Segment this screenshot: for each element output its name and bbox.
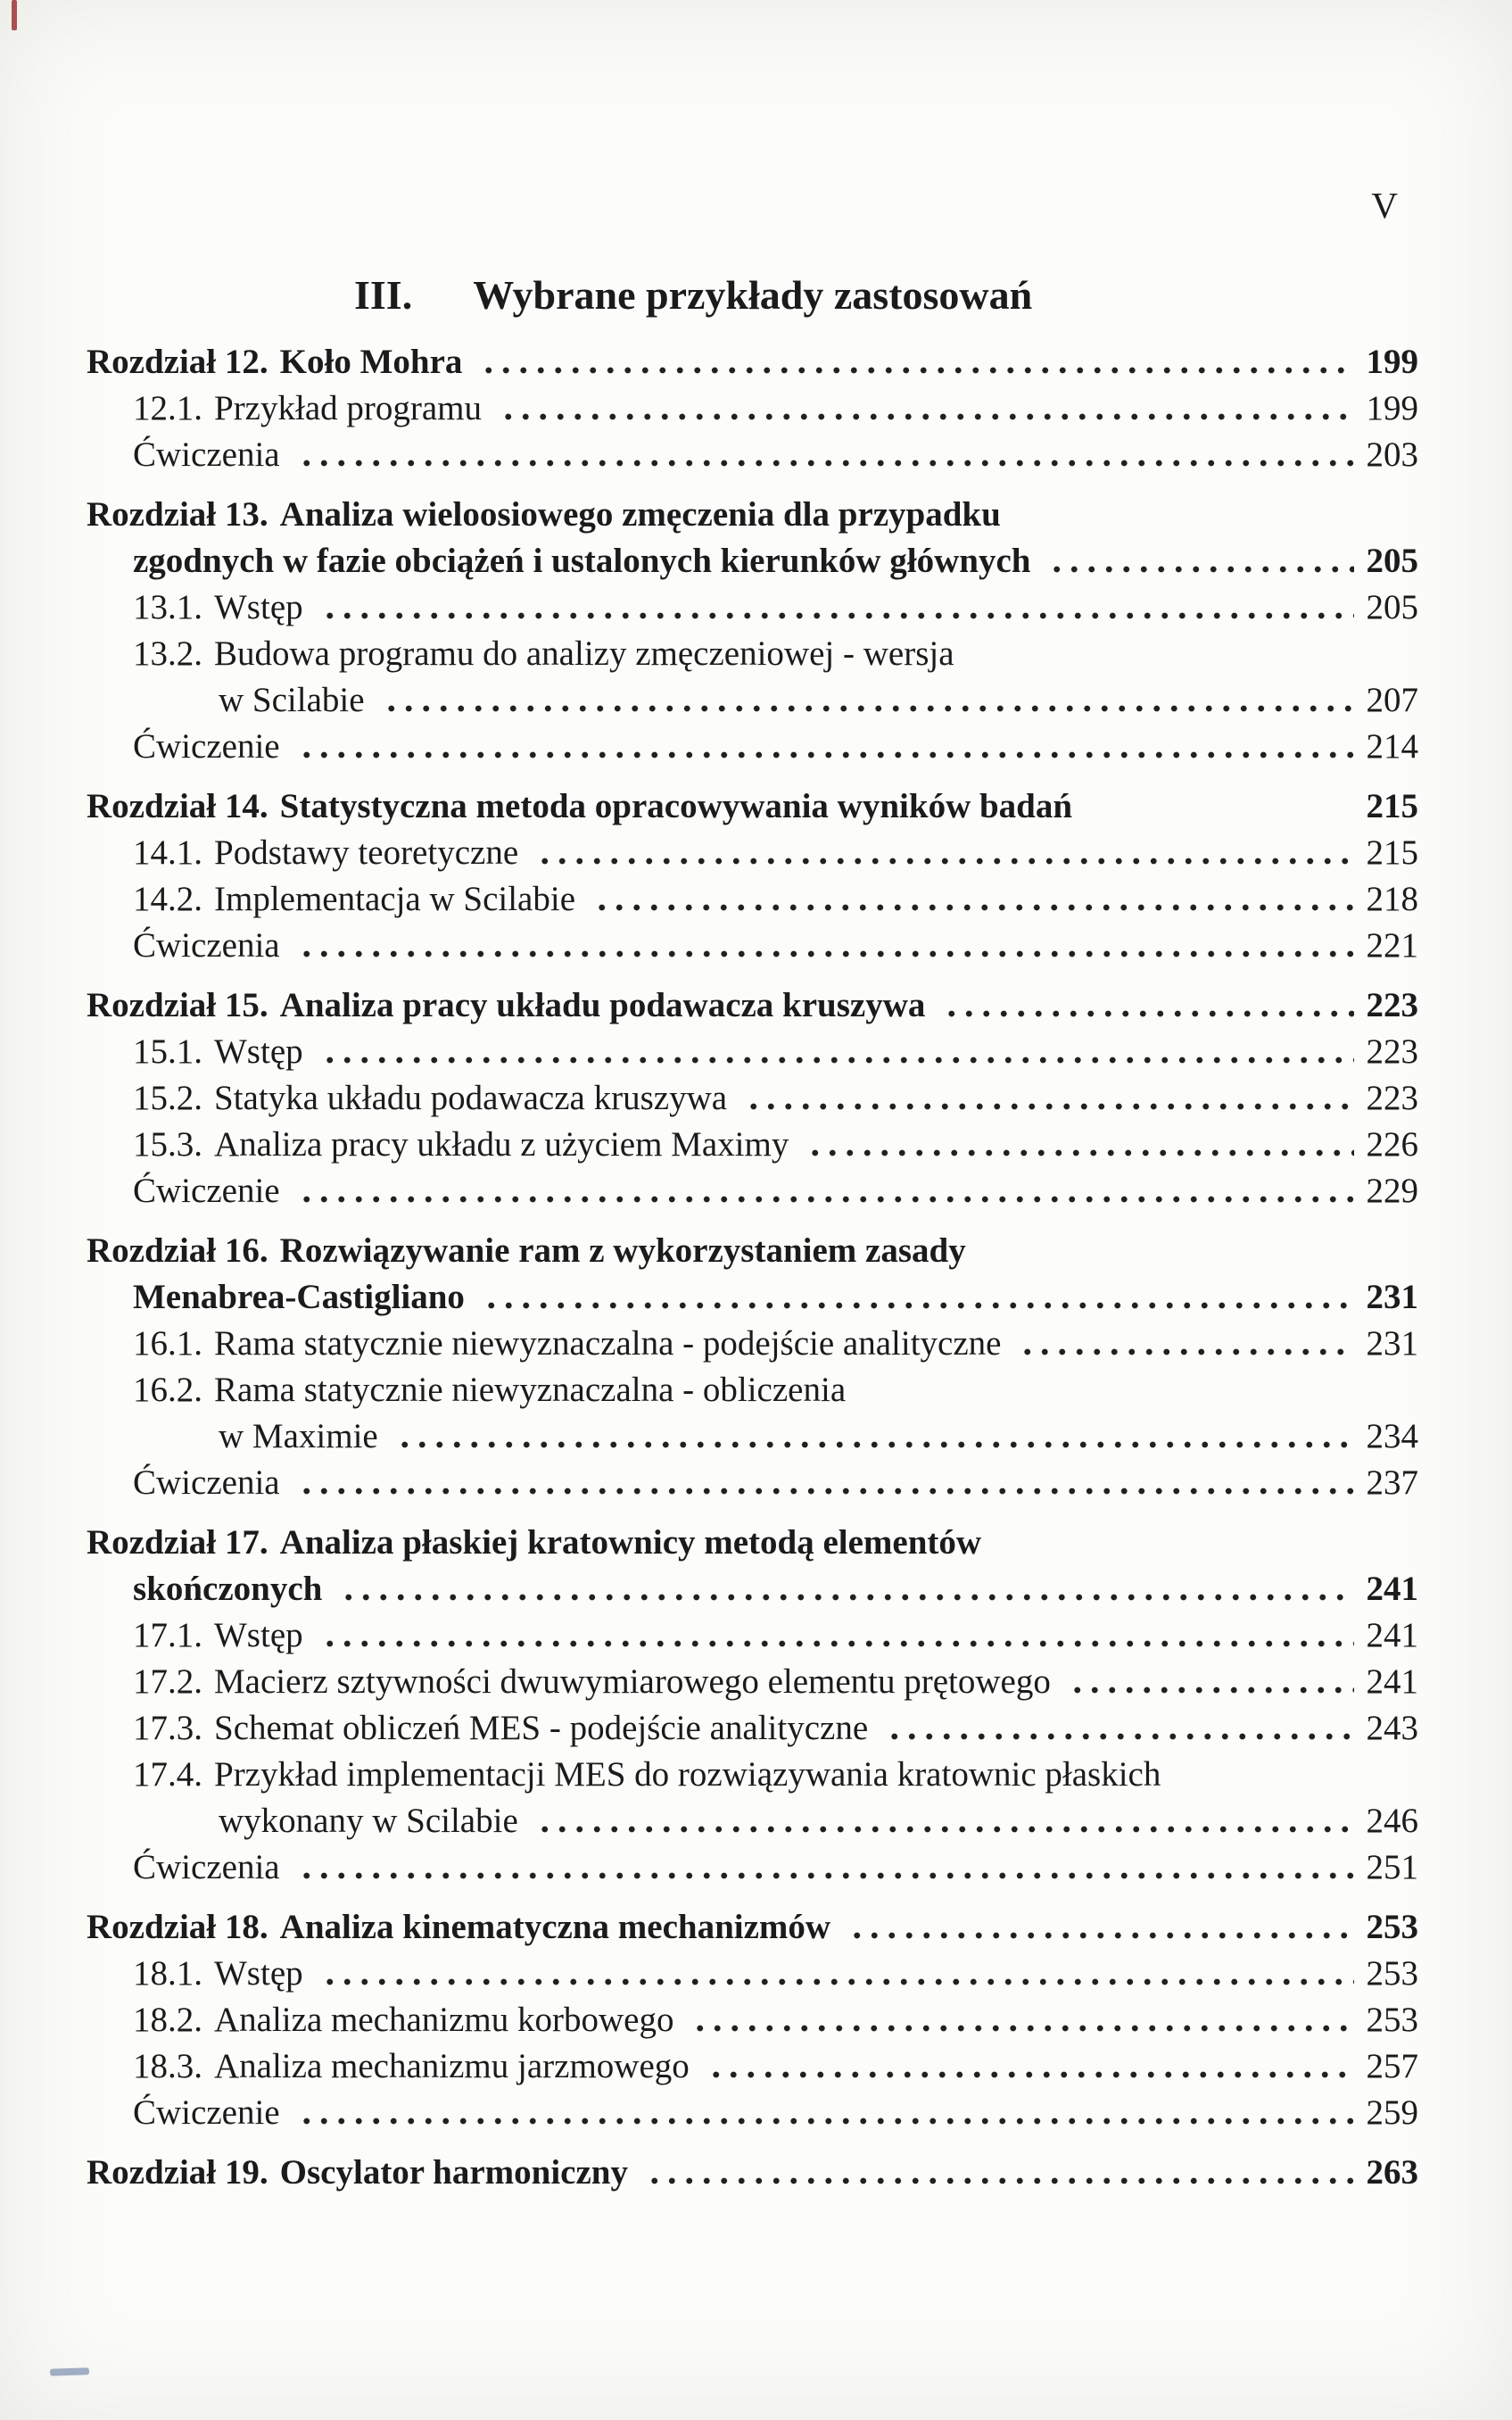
toc-row [87, 1413, 1418, 1460]
dot-leader [939, 982, 1354, 1029]
entry-number: 13.1. [133, 588, 202, 626]
page-number: 199 [1366, 389, 1418, 427]
page-number: 253 [1366, 1908, 1418, 1946]
toc-row [87, 1612, 1418, 1659]
page-number: 253 [1366, 2001, 1418, 2039]
dot-leader [590, 876, 1354, 923]
entry-number: 18.1. [133, 1954, 202, 1993]
entry-number: Rozdział 15. [87, 986, 269, 1024]
entry-number: 17.4. [133, 1755, 202, 1794]
page-number: 251 [1366, 1848, 1418, 1886]
entry-number: 17.3. [133, 1709, 202, 1747]
entry-number: Rozdział 13. [87, 495, 269, 534]
entry-title: Budowa programu do analizy zmęczeniowej - wersja [214, 634, 954, 673]
page-number: 223 [1366, 1079, 1418, 1117]
entry-title: Statyka układu podawacza kruszywa [214, 1079, 728, 1117]
dot-leader [336, 1566, 1354, 1612]
toc-row [87, 1951, 1418, 1997]
page-number: 199 [1366, 343, 1418, 381]
page-number: 253 [1366, 1954, 1418, 1993]
toc-row [87, 1997, 1418, 2043]
entry-title: Ćwiczenia [133, 1463, 280, 1502]
entry-title: Macierz sztywności dwuwymiarowego elementu prętowego [214, 1662, 1051, 1701]
toc-row [87, 1228, 1418, 1274]
entry-number: 13.2. [133, 634, 202, 673]
toc-row [87, 923, 1418, 969]
entry-title: Analiza wieloosiowego zmęczenia dla przypadku [279, 495, 1001, 534]
page-number: 203 [1366, 435, 1418, 474]
entry-number: 16.2. [133, 1371, 202, 1409]
toc-row [87, 492, 1418, 538]
entry-title: Podstawy teoretyczne [214, 833, 519, 872]
toc-row [87, 677, 1418, 724]
toc-content [87, 268, 1418, 2196]
dot-leader [294, 432, 1354, 478]
entry-number: 18.2. [133, 2001, 202, 2039]
toc-row [87, 724, 1418, 770]
entry-title: Ćwiczenie [133, 2093, 280, 2132]
dot-leader [688, 1997, 1354, 2043]
page-number: 229 [1366, 1172, 1418, 1210]
page-number: 218 [1366, 880, 1418, 918]
entry-title: Analiza pracy układu podawacza kruszywa [279, 986, 926, 1024]
entry-title: Koło Mohra [279, 343, 463, 381]
page-number: 215 [1366, 787, 1418, 825]
dot-leader [1045, 538, 1354, 584]
page-number: 231 [1366, 1278, 1418, 1316]
dot-leader [476, 339, 1354, 385]
toc-row [87, 982, 1418, 1029]
entry-title: Analiza pracy układu z użyciem Maximy [214, 1125, 789, 1164]
dot-leader [533, 1798, 1354, 1844]
dot-leader [803, 1122, 1354, 1168]
scan-artifact-bottom-left [50, 2367, 89, 2376]
toc-row [87, 631, 1418, 677]
page-number: 263 [1366, 2153, 1418, 2192]
entry-title: Rama statycznie niewyznaczalna - obliczenia [214, 1371, 847, 1409]
toc-rows [87, 339, 1418, 2196]
entry-title: Ćwiczenia [133, 435, 280, 474]
toc-row [87, 1274, 1418, 1321]
dot-leader [318, 1029, 1354, 1075]
entry-number: Rozdział 12. [87, 343, 269, 381]
entry-title: skończonych [133, 1570, 323, 1608]
entry-title: Ćwiczenie [133, 1172, 280, 1210]
toc-row [87, 2043, 1418, 2090]
toc-row [87, 830, 1418, 876]
entry-title: Menabrea-Castigliano [133, 1278, 465, 1316]
toc-row [87, 1460, 1418, 1506]
entry-title: Statystyczna metoda opracowywania wyników badań [279, 787, 1073, 825]
toc-row [87, 339, 1418, 385]
part-numeral: III. [354, 272, 413, 318]
dot-leader [704, 2043, 1354, 2090]
dot-leader [379, 677, 1354, 724]
dot-leader [882, 1705, 1354, 1752]
entry-title: Ćwiczenia [133, 1848, 280, 1886]
dot-leader [294, 1460, 1354, 1506]
page-number: 205 [1366, 588, 1418, 626]
toc-row [87, 2090, 1418, 2136]
entry-number: Rozdział 17. [87, 1523, 269, 1562]
toc-row [87, 1075, 1418, 1122]
dot-leader [294, 923, 1354, 969]
toc-row [87, 1705, 1418, 1752]
entry-title: wykonany w Scilabie [219, 1802, 518, 1840]
entry-number: 15.3. [133, 1125, 202, 1164]
page-number: 243 [1366, 1709, 1418, 1747]
entry-number: Rozdział 18. [87, 1908, 269, 1946]
page-number: 215 [1366, 833, 1418, 872]
entry-number: 15.2. [133, 1079, 202, 1117]
page-number: 223 [1366, 1032, 1418, 1071]
entry-title: Analiza kinematyczna mechanizmów [279, 1908, 831, 1946]
entry-number: 14.2. [133, 880, 202, 918]
dot-leader [479, 1274, 1354, 1321]
dot-leader [318, 1951, 1354, 1997]
entry-title: Wstęp [214, 588, 303, 626]
toc-row [87, 584, 1418, 631]
dot-leader [642, 2150, 1354, 2196]
page-number: 223 [1366, 986, 1418, 1024]
toc-row [87, 1752, 1418, 1798]
page-number: 214 [1366, 727, 1418, 766]
entry-title: Wstęp [214, 1954, 303, 1993]
entry-number: 12.1. [133, 389, 202, 427]
page-number: 246 [1366, 1802, 1418, 1840]
toc-row [87, 2150, 1418, 2196]
toc-row [87, 1844, 1418, 1891]
toc-row [87, 876, 1418, 923]
page-number: 259 [1366, 2093, 1418, 2132]
entry-title: Wstęp [214, 1616, 303, 1654]
entry-number: Rozdział 19. [87, 2153, 269, 2192]
dot-leader [741, 1075, 1354, 1122]
entry-title: Ćwiczenia [133, 926, 280, 965]
entry-number: 16.1. [133, 1324, 202, 1363]
page-number: 207 [1366, 681, 1418, 719]
toc-row [87, 1659, 1418, 1705]
entry-title: w Scilabie [219, 681, 365, 719]
dot-leader [294, 724, 1354, 770]
folio-page-number: V [1371, 185, 1398, 226]
toc-row [87, 1520, 1418, 1566]
entry-title: Rozwiązywanie ram z wykorzystaniem zasady [279, 1231, 966, 1270]
page-number: 221 [1366, 926, 1418, 965]
toc-row [87, 1566, 1418, 1612]
toc-row [87, 1321, 1418, 1367]
dot-leader [496, 385, 1354, 432]
entry-number: 17.1. [133, 1616, 202, 1654]
dot-leader [533, 830, 1354, 876]
entry-title: Analiza płaskiej kratownicy metodą elementów [279, 1523, 982, 1562]
dot-leader [294, 1168, 1354, 1214]
entry-number: Rozdział 14. [87, 787, 269, 825]
entry-number: 14.1. [133, 833, 202, 872]
dot-leader [318, 584, 1354, 631]
dot-leader [294, 1844, 1354, 1891]
page-number: 241 [1366, 1662, 1418, 1701]
toc-row [87, 432, 1418, 478]
part-heading [87, 268, 1418, 323]
toc-row [87, 538, 1418, 584]
page-number: 234 [1366, 1417, 1418, 1455]
scan-artifact-top-left [12, 0, 17, 30]
toc-row [87, 1798, 1418, 1844]
toc-row [87, 1904, 1418, 1951]
page-number: 241 [1366, 1570, 1418, 1608]
dot-leader [845, 1904, 1354, 1951]
dot-leader [1015, 1321, 1354, 1367]
entry-number: 15.1. [133, 1032, 202, 1071]
entry-title: Analiza mechanizmu korbowego [214, 2001, 674, 2039]
page-number: 226 [1366, 1125, 1418, 1164]
dot-leader [1065, 1659, 1354, 1705]
dot-leader [318, 1612, 1354, 1659]
entry-title: Oscylator harmoniczny [279, 2153, 628, 2192]
toc-row [87, 1168, 1418, 1214]
page-number: 241 [1366, 1616, 1418, 1654]
entry-title: Implementacja w Scilabie [214, 880, 576, 918]
entry-number: 18.3. [133, 2047, 202, 2085]
entry-number: Rozdział 16. [87, 1231, 269, 1270]
entry-title: w Maximie [219, 1417, 378, 1455]
entry-title: Ćwiczenie [133, 727, 280, 766]
dot-leader [1086, 783, 1354, 830]
toc-row [87, 1367, 1418, 1413]
entry-title: Analiza mechanizmu jarzmowego [214, 2047, 690, 2085]
toc-row [87, 783, 1418, 830]
entry-title: Wstęp [214, 1032, 303, 1071]
page-number: 205 [1366, 542, 1418, 580]
entry-title: zgodnych w fazie obciążeń i ustalonych kierunków głównych [133, 542, 1031, 580]
toc-row [87, 1029, 1418, 1075]
entry-title: Rama statycznie niewyznaczalna - podejście analityczne [214, 1324, 1002, 1363]
entry-title: Przykład implementacji MES do rozwiązywania kratownic płaskich [214, 1755, 1161, 1794]
page-number: 257 [1366, 2047, 1418, 2085]
dot-leader [294, 2090, 1354, 2136]
toc-row [87, 1122, 1418, 1168]
part-title: Wybrane przykłady zastosowań [473, 272, 1033, 318]
entry-title: Schemat obliczeń MES - podejście analityczne [214, 1709, 869, 1747]
page-number: 231 [1366, 1324, 1418, 1363]
toc-row [87, 385, 1418, 432]
page-number: 237 [1366, 1463, 1418, 1502]
entry-number: 17.2. [133, 1662, 202, 1701]
dot-leader [392, 1413, 1354, 1460]
entry-title: Przykład programu [214, 389, 483, 427]
